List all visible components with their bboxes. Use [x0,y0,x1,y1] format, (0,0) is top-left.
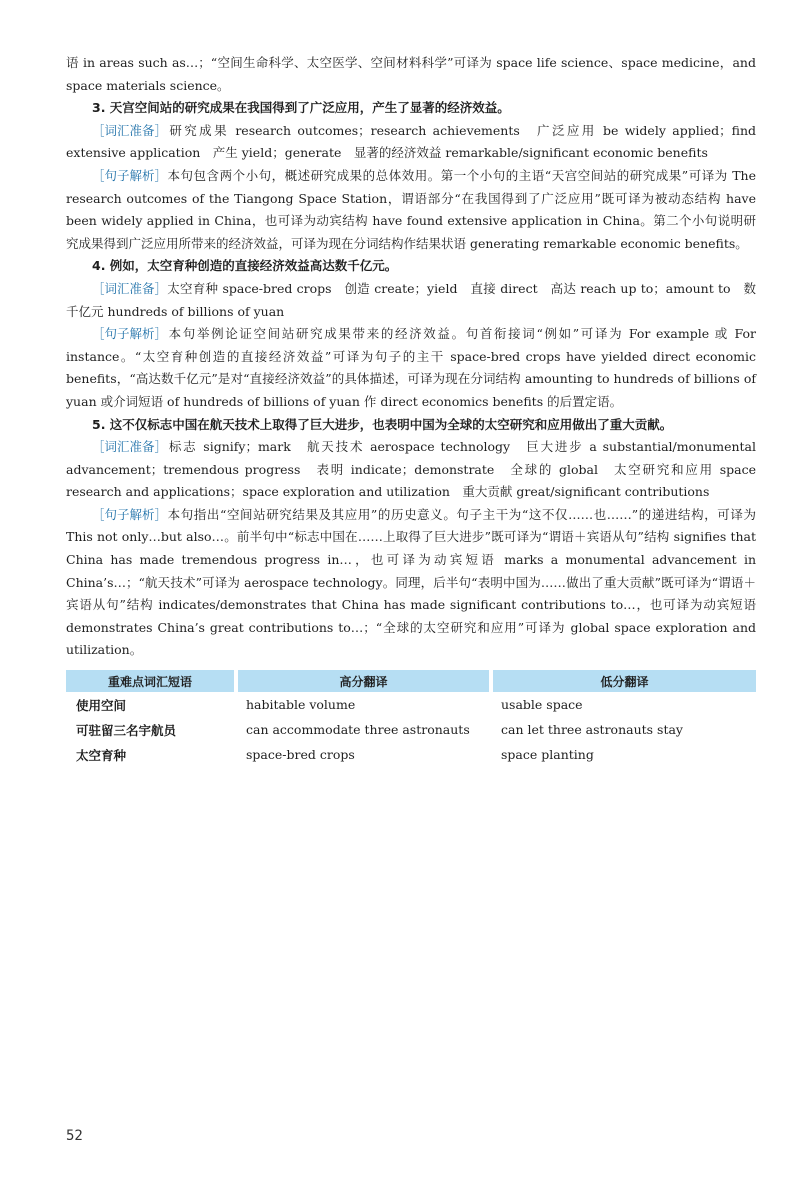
intro-paragraph: 语 in areas such as…；“空间生命科学、太空医学、空间材料科学”可译为 space life science、space medicine，and space materials science。 [66,55,756,93]
vocab-text: 标志 signify；mark 航天技术 aerospace technology 巨大进步 a substantial/monumental advancement；tremendous progress 表明 indicate；demonstrate 全球的 global 太空研究和应用 space research and applications；space exploration and utilization 重大贡献 great/significant contributions [66,439,756,500]
analysis-text: 本句指出“空间站研究结果及其应用”的历史意义。句子主干为“这不仅……也……”的递进结构，可译为 This not only…but also…。前半句中“标志中国在……上取得了巨大进步”既可译为“谓语＋宾语从句”结构 signifies that China has made tremendous progress in…，也可译为动宾短语 marks a monumental advancement in China’s…；“航天技术”可译为 aerospace technology。同理，后半句“表明中国为……做出了重大贡献”既可译为“谓语＋宾语从句”结构 indicates/demonstrates that China has made significant contributions to…，也可译为动宾短语 demonstrates China’s great contributions to…；“全球的太空研究和应用”可译为 global space exploration and utilization。 [66,506,756,658]
cell-phrase: 使用空间 [76,697,127,713]
page-content [66,52,756,767]
header-low-score: 低分翻译 [491,670,756,692]
sentence-4-heading: 4. 例如，太空育种创造的直接经济效益高达数千亿元。 [92,258,398,274]
table-row [66,717,756,742]
cell-high: habitable volume [246,697,356,713]
sentence-5-analysis [66,504,756,662]
vocab-comparison-table [66,670,756,767]
analysis-tag: ［句子解析］ [92,326,168,342]
header-key-phrases: 重难点词汇短语 [66,670,236,692]
sentence-3-heading: 3. 天宫空间站的研究成果在我国得到了广泛应用，产生了显著的经济效益。 [92,100,510,116]
header-high-score: 高分翻译 [236,670,491,692]
sentence-5-heading: 5. 这不仅标志中国在航天技术上取得了巨大进步，也表明中国为全球的太空研究和应用做出了重大贡献。 [92,416,673,432]
cell-low: space planting [501,747,594,763]
sentence-4-analysis [66,323,756,413]
vocab-tag: ［词汇准备］ [92,122,168,138]
vocab-tag: ［词汇准备］ [92,280,168,296]
cell-low: usable space [501,697,583,713]
cell-high: space-bred crops [246,747,355,763]
cell-low: can let three astronauts stay [501,722,683,738]
page-number: 52 [66,1128,83,1144]
table-header-row [66,670,756,692]
vocab-tag: ［词汇准备］ [92,439,168,455]
sentence-3-vocab [66,120,756,165]
analysis-text: 本句包含两个小句，概述研究成果的总体效用。第一个小句的主语“天宫空间站的研究成果”可译为 The research outcomes of the Tiangong Space Station，谓语部分“在我国得到了广泛应用”既可译为被动态结构 have been widely applied in China，也可译为动宾结构 have found extensive application in China。第二个小句说明研究成果得到广泛应用所带来的经济效益，可译为现在分词结构作结果状语 generating remarkable economic benefits。 [66,167,756,251]
analysis-tag: ［句子解析］ [92,167,168,183]
sentence-3-analysis [66,165,756,255]
table-row [66,692,756,717]
analysis-tag: ［句子解析］ [92,506,168,522]
vocab-text: 太空育种 space-bred crops 创造 create；yield 直接 direct 高达 reach up to；amount to 数千亿元 hundreds of billions of yuan [66,280,756,319]
cell-high: can accommodate three astronauts [246,722,470,738]
cell-phrase: 太空育种 [76,747,127,763]
cell-phrase: 可驻留三名宇航员 [76,722,177,738]
sentence-4-vocab [66,278,756,323]
analysis-text: 本句举例论证空间站研究成果带来的经济效益。句首衔接词“例如”可译为 For example 或 For instance。“太空育种创造的直接经济效益”可译为句子的主干 space-bred crops have yielded direct economic benefits，“高达数千亿元”是对“直接经济效益”的具体描述，可译为现在分词结构 amounting to hundreds of billions of yuan 或介词短语 of hundreds of billions of yuan 作 direct economics benefits 的后置定语。 [66,326,756,409]
table-row [66,742,756,767]
vocab-text: 研究成果 research outcomes；research achievements 广泛应用 be widely applied；find extensive application 产生 yield；generate 显著的经济效益 remarkable/significant economic benefits [66,122,756,161]
sentence-5-vocab [66,436,756,504]
